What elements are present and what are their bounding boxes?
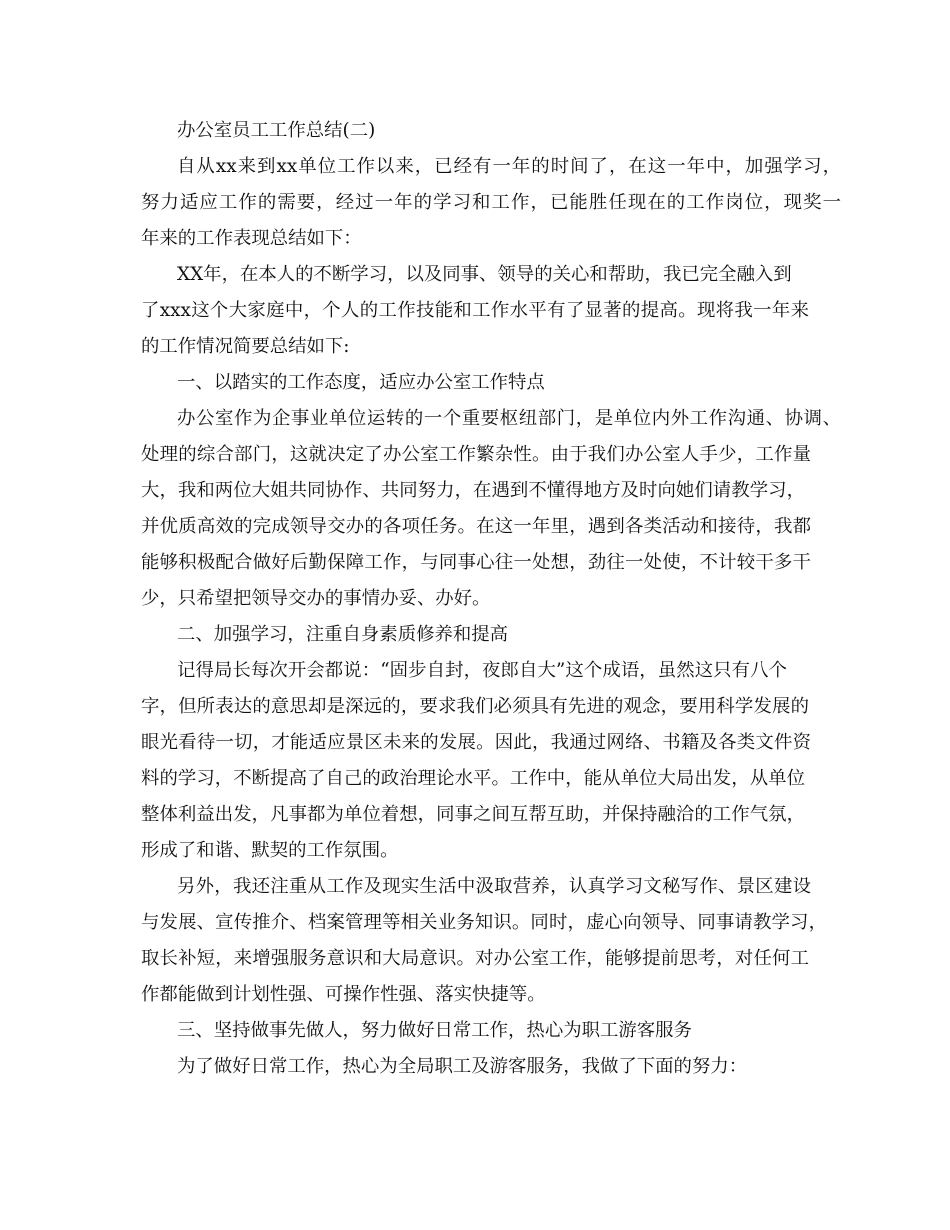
- paragraph-line: 努力适应工作的需要，经过一年的学习和工作，已能胜任现在的工作岗位，现奖一: [141, 192, 841, 213]
- paragraph-line: 大，我和两位大姐共同协作、共同努力，在遇到不懂得地方及时向她们请教学习，: [141, 480, 805, 501]
- paragraph-line: 与发展、宣传推介、档案管理等相关业务知识。同时，虚心向领导、同事请教学习，: [141, 912, 827, 933]
- paragraph-line: 并优质高效的完成领导交办的各项任务。在这一年里，遇到各类活动和接待，我都: [141, 516, 811, 537]
- section-heading: 二、加强学习，注重自身素质修养和提高: [177, 624, 509, 645]
- section-heading: 一、以踏实的工作态度，适应办公室工作特点: [177, 372, 545, 393]
- paragraph-line: 能够积极配合做好后勤保障工作，与同事心往一处想，劲往一处使，不计较干多干: [141, 552, 811, 573]
- paragraph-line: 作都能做到计划性强、可操作性强、落实快捷等。: [141, 984, 546, 1005]
- paragraph-line: 的工作情况简要总结如下:: [141, 336, 350, 357]
- paragraph-line: 自从xx来到xx单位工作以来，已经有一年的时间了，在这一年中，加强学习，: [177, 156, 841, 177]
- paragraph-line: XX年，在本人的不断学习，以及同事、领导的关心和帮助，我已完全融入到: [177, 264, 792, 285]
- paragraph-line: 整体利益出发，凡事都为单位着想，同事之间互帮互助，并保持融洽的工作气氛，: [141, 804, 805, 825]
- paragraph-line: 处理的综合部门，这就决定了办公室工作繁杂性。由于我们办公室人手少，工作量: [141, 444, 811, 465]
- paragraph-line: 为了做好日常工作，热心为全局职工及游客服务，我做了下面的努力：: [177, 1056, 748, 1077]
- paragraph-line: 另外，我还注重从工作及现实生活中汲取营养，认真学习文秘写作、景区建设: [177, 876, 811, 897]
- paragraph-line: 形成了和谐、默契的工作氛围。: [141, 840, 399, 861]
- document-title: 办公室员工工作总结(二): [177, 120, 376, 141]
- paragraph-line: 少，只希望把领导交办的事情办妥、办好。: [141, 588, 491, 609]
- paragraph-line: 记得局长每次开会都说：“固步自封，夜郎自大”这个成语，虽然这只有八个: [177, 660, 787, 681]
- paragraph-line: 字，但所表达的意思却是深远的，要求我们必须具有先进的观念，要用科学发展的: [141, 696, 809, 717]
- section-heading: 三、坚持做事先做人，努力做好日常工作，热心为职工游客服务: [177, 1020, 692, 1041]
- paragraph-line: 办公室作为企事业单位运转的一个重要枢纽部门，是单位内外工作沟通、协调、: [177, 408, 841, 429]
- paragraph-line: 了xxx这个大家庭中，个人的工作技能和工作水平有了显著的提高。现将我一年来: [141, 300, 809, 321]
- paragraph-line: 年来的工作表现总结如下：: [141, 228, 362, 249]
- paragraph-line: 眼光看待一切，才能适应景区未来的发展。因此，我通过网络、书籍及各类文件资: [141, 732, 811, 753]
- paragraph-line: 料的学习，不断提高了自己的政治理论水平。工作中，能从单位大局出发，从单位: [141, 768, 805, 789]
- paragraph-line: 取长补短，来增强服务意识和大局意识。对办公室工作，能够提前思考，对任何工: [141, 948, 809, 969]
